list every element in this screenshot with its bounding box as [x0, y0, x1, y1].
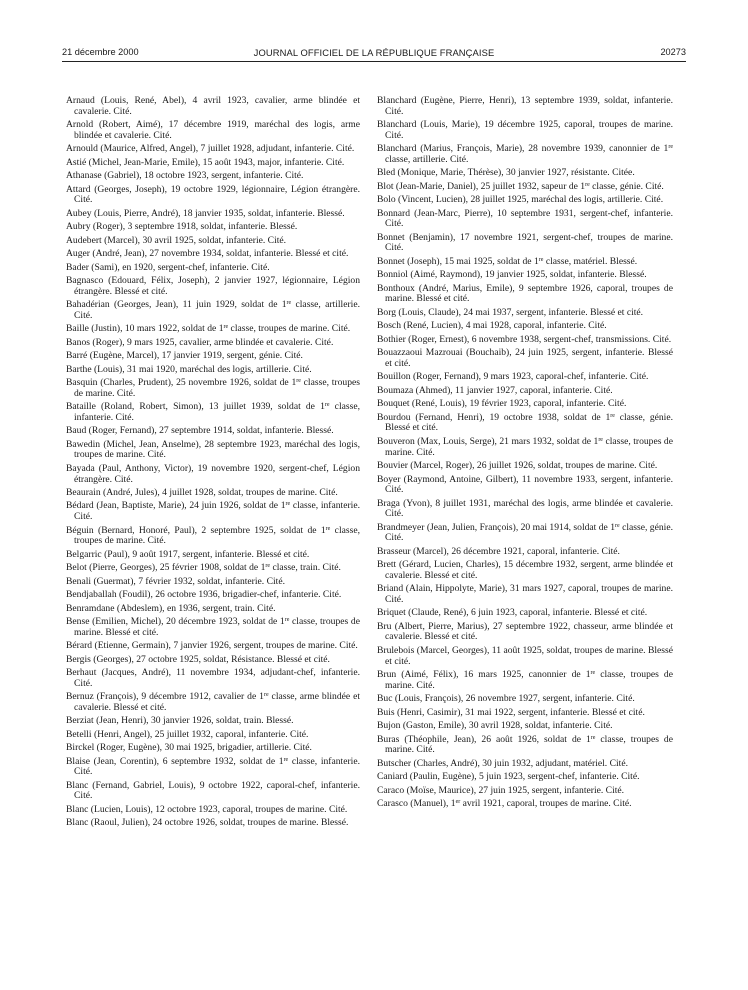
list-item: Boyer (Raymond, Antoine, Gilbert), 11 novembre 1933, sergent, infanterie. Cité.	[377, 473, 673, 496]
right-column	[377, 96, 673, 813]
list-item: Benali (Guermat), 7 février 1932, soldat, infanterie. Cité.	[66, 575, 285, 587]
issue-date: 21 décembre 2000	[62, 47, 139, 57]
list-item: Arnaud (Louis, René, Abel), 4 avril 1923, cavalier, arme blindée et cavalerie. Cité.	[66, 95, 360, 117]
list-item: Berziat (Jean, Henri), 30 janvier 1926, soldat, train. Blessé.	[66, 715, 294, 727]
list-item: Benramdane (Abdeslem), en 1936, sergent, train. Cité.	[66, 602, 276, 614]
list-item: Bouveron (Max, Louis, Serge), 21 mars 1932, soldat de 1re classe, troupes de marine. Cité.	[377, 435, 673, 458]
list-item: Borg (Louis, Claude), 24 mai 1937, sergent, infanterie. Blessé et cité.	[377, 306, 644, 318]
list-item: Belot (Pierre, Georges), 25 février 1908, soldat de 1re classe, train. Cité.	[66, 562, 341, 574]
list-item: Bagnasco (Edouard, Félix, Joseph), 2 janvier 1927, légionnaire, Légion étrangère. Blessé et cité.	[66, 275, 360, 297]
list-item: Attard (Georges, Joseph), 19 octobre 1929, légionnaire, Légion étrangère. Cité.	[66, 183, 360, 206]
list-item: Butscher (Charles, André), 30 juin 1932, adjudant, matériel. Cité.	[377, 757, 628, 769]
list-item: Barré (Eugène, Marcel), 17 janvier 1919, sergent, génie. Cité.	[66, 350, 303, 362]
list-item: Bonniol (Aimé, Raymond), 19 janvier 1925, soldat, infanterie. Blessé.	[377, 269, 647, 281]
list-item: Bouvier (Marcel, Roger), 26 juillet 1926, soldat, troupes de marine. Cité.	[377, 460, 658, 472]
page-number: 20273	[660, 47, 686, 57]
list-item: Bédard (Jean, Baptiste, Marie), 24 juin 1926, soldat de 1re classe, infanterie. Cité.	[66, 500, 360, 523]
list-item: Bonnard (Jean-Marc, Pierre), 10 septembre 1931, sergent-chef, infanterie. Cité.	[377, 207, 673, 230]
list-item: Boumaza (Ahmed), 11 janvier 1927, caporal, infanterie. Cité.	[377, 384, 613, 396]
list-item: Bendjaballah (Foudil), 26 octobre 1936, brigadier-chef, infanterie. Cité.	[66, 589, 342, 601]
list-item: Arnould (Maurice, Alfred, Angel), 7 juillet 1928, adjudant, infanterie. Cité.	[66, 143, 355, 155]
list-item: Beaurain (André, Jules), 4 juillet 1928, soldat, troupes de marine. Cité.	[66, 487, 338, 498]
list-item: Bonnet (Benjamin), 17 novembre 1921, sergent-chef, troupes de marine. Cité.	[377, 231, 673, 254]
list-item: Aubey (Louis, Pierre, André), 18 janvier 1935, soldat, infanterie. Blessé.	[66, 207, 345, 219]
list-item: Blanc (Raoul, Julien), 24 octobre 1926, soldat, troupes de marine. Blessé.	[66, 817, 349, 829]
list-item: Bolo (Vincent, Lucien), 28 juillet 1925, maréchal des logis, artillerie. Cité.	[377, 194, 664, 206]
list-item: Birckel (Roger, Eugène), 30 mai 1925, brigadier, artillerie. Cité.	[66, 742, 312, 754]
list-item: Bosch (René, Lucien), 4 mai 1928, caporal, infanterie. Cité.	[377, 320, 607, 332]
list-item: Caniard (Paulin, Eugène), 5 juin 1923, sergent-chef, infanterie. Cité.	[377, 771, 640, 783]
list-item: Blanchard (Louis, Marie), 19 décembre 1925, caporal, troupes de marine. Cité.	[377, 119, 673, 141]
list-item: Brett (Gérard, Lucien, Charles), 15 décembre 1932, sergent, arme blindée et cavalerie. Blessé et cité.	[377, 559, 673, 581]
list-item: Aubry (Roger), 3 septembre 1918, soldat, infanterie. Blessé.	[66, 221, 298, 233]
list-item: Bawedin (Michel, Jean, Anselme), 28 septembre 1923, maréchal des logis, troupes de marine. Cité.	[66, 438, 360, 461]
list-item: Brasseur (Marcel), 26 décembre 1921, caporal, infanterie. Cité.	[377, 545, 620, 557]
list-item: Briquet (Claude, René), 6 juin 1923, caporal, infanterie. Blessé et cité.	[377, 607, 648, 619]
list-item: Bled (Monique, Marie, Thérèse), 30 janvier 1927, résistante. Citée.	[377, 167, 635, 179]
list-item: Bouillon (Roger, Fernand), 9 mars 1923, caporal-chef, infanterie. Cité.	[377, 371, 649, 383]
list-item: Blanchard (Eugène, Pierre, Henri), 13 septembre 1939, soldat, infanterie. Cité.	[377, 95, 673, 117]
list-item: Bérard (Etienne, Germain), 7 janvier 1926, sergent, troupes de marine. Cité.	[66, 640, 358, 652]
list-item: Brun (Aimé, Félix), 16 mars 1925, canonnier de 1re classe, troupes de marine. Cité.	[377, 669, 673, 691]
header-rule	[62, 61, 686, 62]
list-item: Astié (Michel, Jean-Marie, Emile), 15 août 1943, major, infanterie. Cité.	[66, 156, 345, 168]
list-item: Brulebois (Marcel, Georges), 11 août 1925, soldat, troupes de marine. Blessé et cité.	[377, 644, 673, 667]
list-item: Bothier (Roger, Ernest), 6 novembre 1938, sergent-chef, transmissions. Cité.	[377, 333, 672, 345]
list-item: Bergis (Georges), 27 octobre 1925, soldat, Résistance. Blessé et cité.	[66, 653, 330, 665]
list-item: Blot (Jean-Marie, Daniel), 25 juillet 1932, sapeur de 1re classe, génie. Cité.	[377, 180, 664, 192]
list-item: Baille (Justin), 10 mars 1922, soldat de 1re classe, troupes de marine. Cité.	[66, 323, 351, 335]
list-item: Bouquet (René, Louis), 19 février 1923, caporal, infanterie. Cité.	[377, 398, 627, 410]
list-item: Athanase (Gabriel), 18 octobre 1923, sergent, infanterie. Cité.	[66, 170, 304, 182]
journal-title: JOURNAL OFFICIEL DE LA RÉPUBLIQUE FRANÇAISE	[253, 47, 495, 58]
list-item: Blanc (Lucien, Louis), 12 octobre 1923, caporal, troupes de marine. Cité.	[66, 803, 348, 815]
list-item: Arnold (Robert, Aimé), 17 décembre 1919, maréchal des logis, arme blindée et cavalerie. Cité.	[66, 119, 360, 141]
list-item: Barthe (Louis), 31 mai 1920, maréchal des logis, artillerie. Cité.	[66, 363, 312, 375]
list-item: Bonnet (Joseph), 15 mai 1925, soldat de 1re classe, matériel. Blessé.	[377, 255, 638, 267]
page-header	[62, 47, 686, 61]
list-item: Blanc (Fernand, Gabriel, Louis), 9 octobre 1922, caporal-chef, infanterie. Cité.	[66, 779, 360, 802]
list-item: Bahadérian (Georges, Jean), 11 juin 1929, soldat de 1re classe, artillerie. Cité.	[66, 299, 360, 321]
list-item: Banos (Roger), 9 mars 1925, cavalier, arme blindée et cavalerie. Cité.	[66, 336, 334, 348]
list-item: Betelli (Henri, Angel), 25 juillet 1932, caporal, infanterie. Cité.	[66, 728, 309, 740]
list-item: Audebert (Marcel), 30 avril 1925, soldat, infanterie. Cité.	[66, 234, 287, 246]
list-item: Belgarric (Paul), 9 août 1917, sergent, infanterie. Blessé et cité.	[66, 548, 310, 560]
list-item: Bense (Emilien, Michel), 20 décembre 1923, soldat de 1re classe, troupes de marine. Blessé et cité.	[66, 616, 360, 638]
list-item: Buc (Louis, François), 26 novembre 1927, sergent, infanterie. Cité.	[377, 693, 635, 705]
list-item: Buras (Théophile, Jean), 26 août 1926, soldat de 1re classe, troupes de marine. Cité.	[377, 733, 673, 756]
list-item: Carasco (Manuel), 1er avril 1921, caporal, troupes de marine. Cité.	[377, 798, 632, 810]
list-item: Baud (Roger, Fernand), 27 septembre 1914, soldat, infanterie. Blessé.	[66, 425, 334, 437]
list-item: Bayada (Paul, Anthony, Victor), 19 novembre 1920, sergent-chef, Légion étrangère. Cité.	[66, 462, 360, 485]
list-item: Bataille (Roland, Robert, Simon), 13 juillet 1939, soldat de 1re classe, infanterie. Cité.	[66, 401, 360, 423]
list-item: Brandmeyer (Jean, Julien, François), 20 mai 1914, soldat de 1re classe, génie. Cité.	[377, 521, 673, 544]
list-item: Bernuz (François), 9 décembre 1912, cavalier de 1re classe, arme blindée et cavalerie. Blessé et cité.	[66, 691, 361, 713]
list-item: Bonthoux (André, Marius, Emile), 9 septembre 1926, caporal, troupes de marine. Blessé et cité.	[377, 282, 673, 305]
list-item: Béguin (Bernard, Honoré, Paul), 2 septembre 1925, soldat de 1re classe, troupes de marine. Cité.	[66, 524, 360, 547]
list-item: Blanchard (Marius, François, Marie), 28 novembre 1939, canonnier de 1re classe, artillerie. Cité.	[377, 143, 673, 165]
list-item: Bujon (Gaston, Emile), 30 avril 1928, soldat, infanterie. Cité.	[377, 720, 613, 732]
list-item: Bru (Albert, Pierre, Marius), 27 septembre 1922, chasseur, arme blindée et cavalerie. Blessé et cité.	[377, 620, 673, 643]
list-item: Buis (Henri, Casimir), 31 mai 1922, sergent, infanterie. Blessé et cité.	[377, 706, 645, 718]
list-item: Briand (Alain, Hippolyte, Marie), 31 mars 1927, caporal, troupes de marine. Cité.	[377, 583, 673, 605]
list-item: Braga (Yvon), 8 juillet 1931, maréchal des logis, arme blindée et cavalerie. Cité.	[377, 497, 673, 520]
list-item: Blaise (Jean, Corentin), 6 septembre 1932, soldat de 1re classe, infanterie. Cité.	[66, 755, 360, 778]
list-item: Bouazzaoui Mazrouai (Bouchaib), 24 juin 1925, sergent, infanterie. Blessé et cité.	[377, 347, 673, 369]
list-item: Berhaut (Jacques, André), 11 novembre 1934, adjudant-chef, infanterie. Cité.	[66, 667, 360, 689]
list-item: Bourdou (Fernand, Henri), 19 octobre 1938, soldat de 1re classe, génie. Blessé et cité.	[377, 411, 674, 434]
list-item: Caraco (Moïse, Maurice), 27 juin 1925, sergent, infanterie. Cité.	[377, 784, 625, 796]
list-item: Bader (Sami), en 1920, sergent-chef, infanterie. Cité.	[66, 261, 270, 273]
list-item: Auger (André, Jean), 27 novembre 1934, soldat, infanterie. Blessé et cité.	[66, 248, 349, 260]
list-item: Basquin (Charles, Prudent), 25 novembre 1926, soldat de 1re classe, troupes de marine. Cité.	[66, 377, 360, 399]
left-column	[66, 96, 360, 832]
